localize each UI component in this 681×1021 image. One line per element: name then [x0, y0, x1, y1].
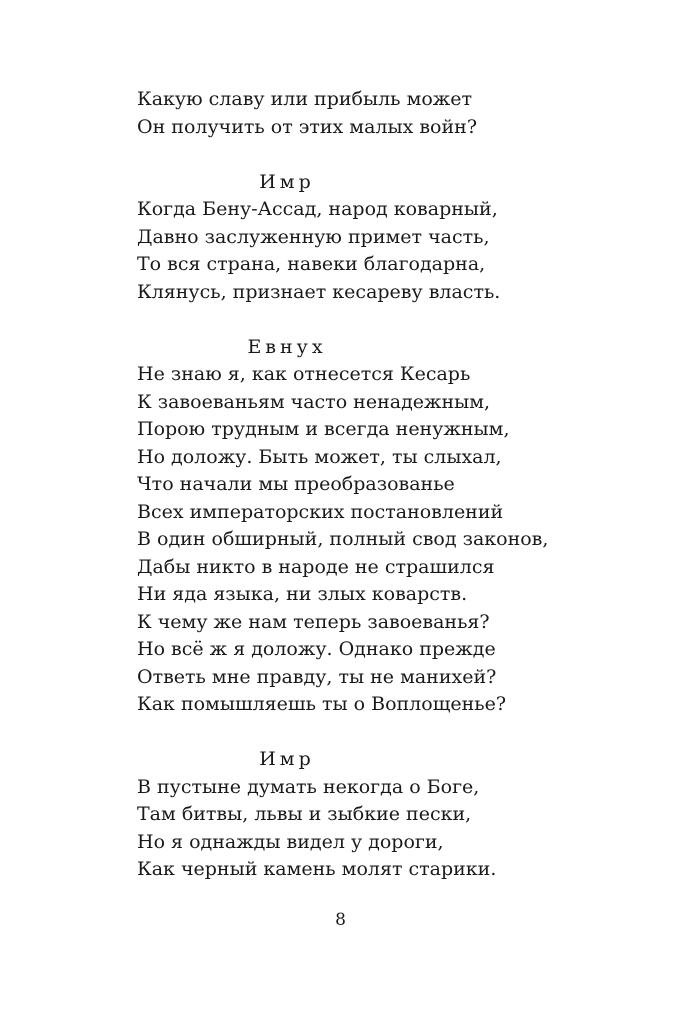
verse-line: Он получить от этих малых войн?	[137, 115, 478, 138]
verse-line: Там битвы, львы и зыбкие пески,	[137, 803, 472, 825]
poem-text	[137, 86, 557, 884]
verse-line: Какую славу или прибыль может	[137, 88, 473, 110]
verse-line: Но я однажды видел у дороги,	[137, 830, 444, 853]
verse-line: К завоеваньям часто ненадежным,	[137, 390, 491, 413]
speaker-name: Евнух	[247, 335, 327, 358]
verse-line: Как помышляешь ты о Воплощенье?	[137, 693, 507, 715]
verse-line: Порою трудным и всегда ненужным,	[137, 418, 510, 440]
verse-line: Всех императорских постановлений	[137, 500, 504, 523]
stanza-1	[137, 86, 557, 141]
verse-line: Дабы никто в народе не страшился	[137, 555, 495, 578]
verse-line: Давно заслуженную примет часть,	[137, 225, 490, 248]
verse-line: Когда Бену-Ассад, народ коварный,	[137, 198, 498, 220]
verse-line: К чему же нам теперь завоеванья?	[137, 610, 490, 633]
stanza-4	[137, 746, 557, 884]
verse-line: Но всё ж я доложу. Однако прежде	[137, 638, 496, 660]
speaker-name: Имр	[259, 748, 315, 770]
verse-line: В один обширный, полный свод законов,	[137, 528, 549, 550]
verse-line: Не знаю я, как отнесется Кесарь	[137, 363, 471, 385]
verse-line: В пустыне думать некогда о Боге,	[137, 775, 480, 798]
verse-line: Клянусь, признает кесареву власть.	[137, 280, 501, 303]
page-number: 8	[335, 910, 346, 930]
verse-line: Как черный камень молят старики.	[137, 858, 497, 880]
verse-line: Ни яда языка, ни злых коварств.	[137, 583, 468, 605]
verse-line: Но доложу. Быть может, ты слыхал,	[137, 445, 502, 468]
verse-line: То вся страна, навеки благодарна,	[137, 253, 486, 275]
stanza-3	[137, 334, 557, 719]
verse-line: Ответь мне правду, ты не манихей?	[137, 665, 497, 688]
stanza-2	[137, 169, 557, 307]
verse-line: Что начали мы преобразованье	[137, 473, 455, 495]
speaker-name: Имр	[259, 170, 315, 193]
